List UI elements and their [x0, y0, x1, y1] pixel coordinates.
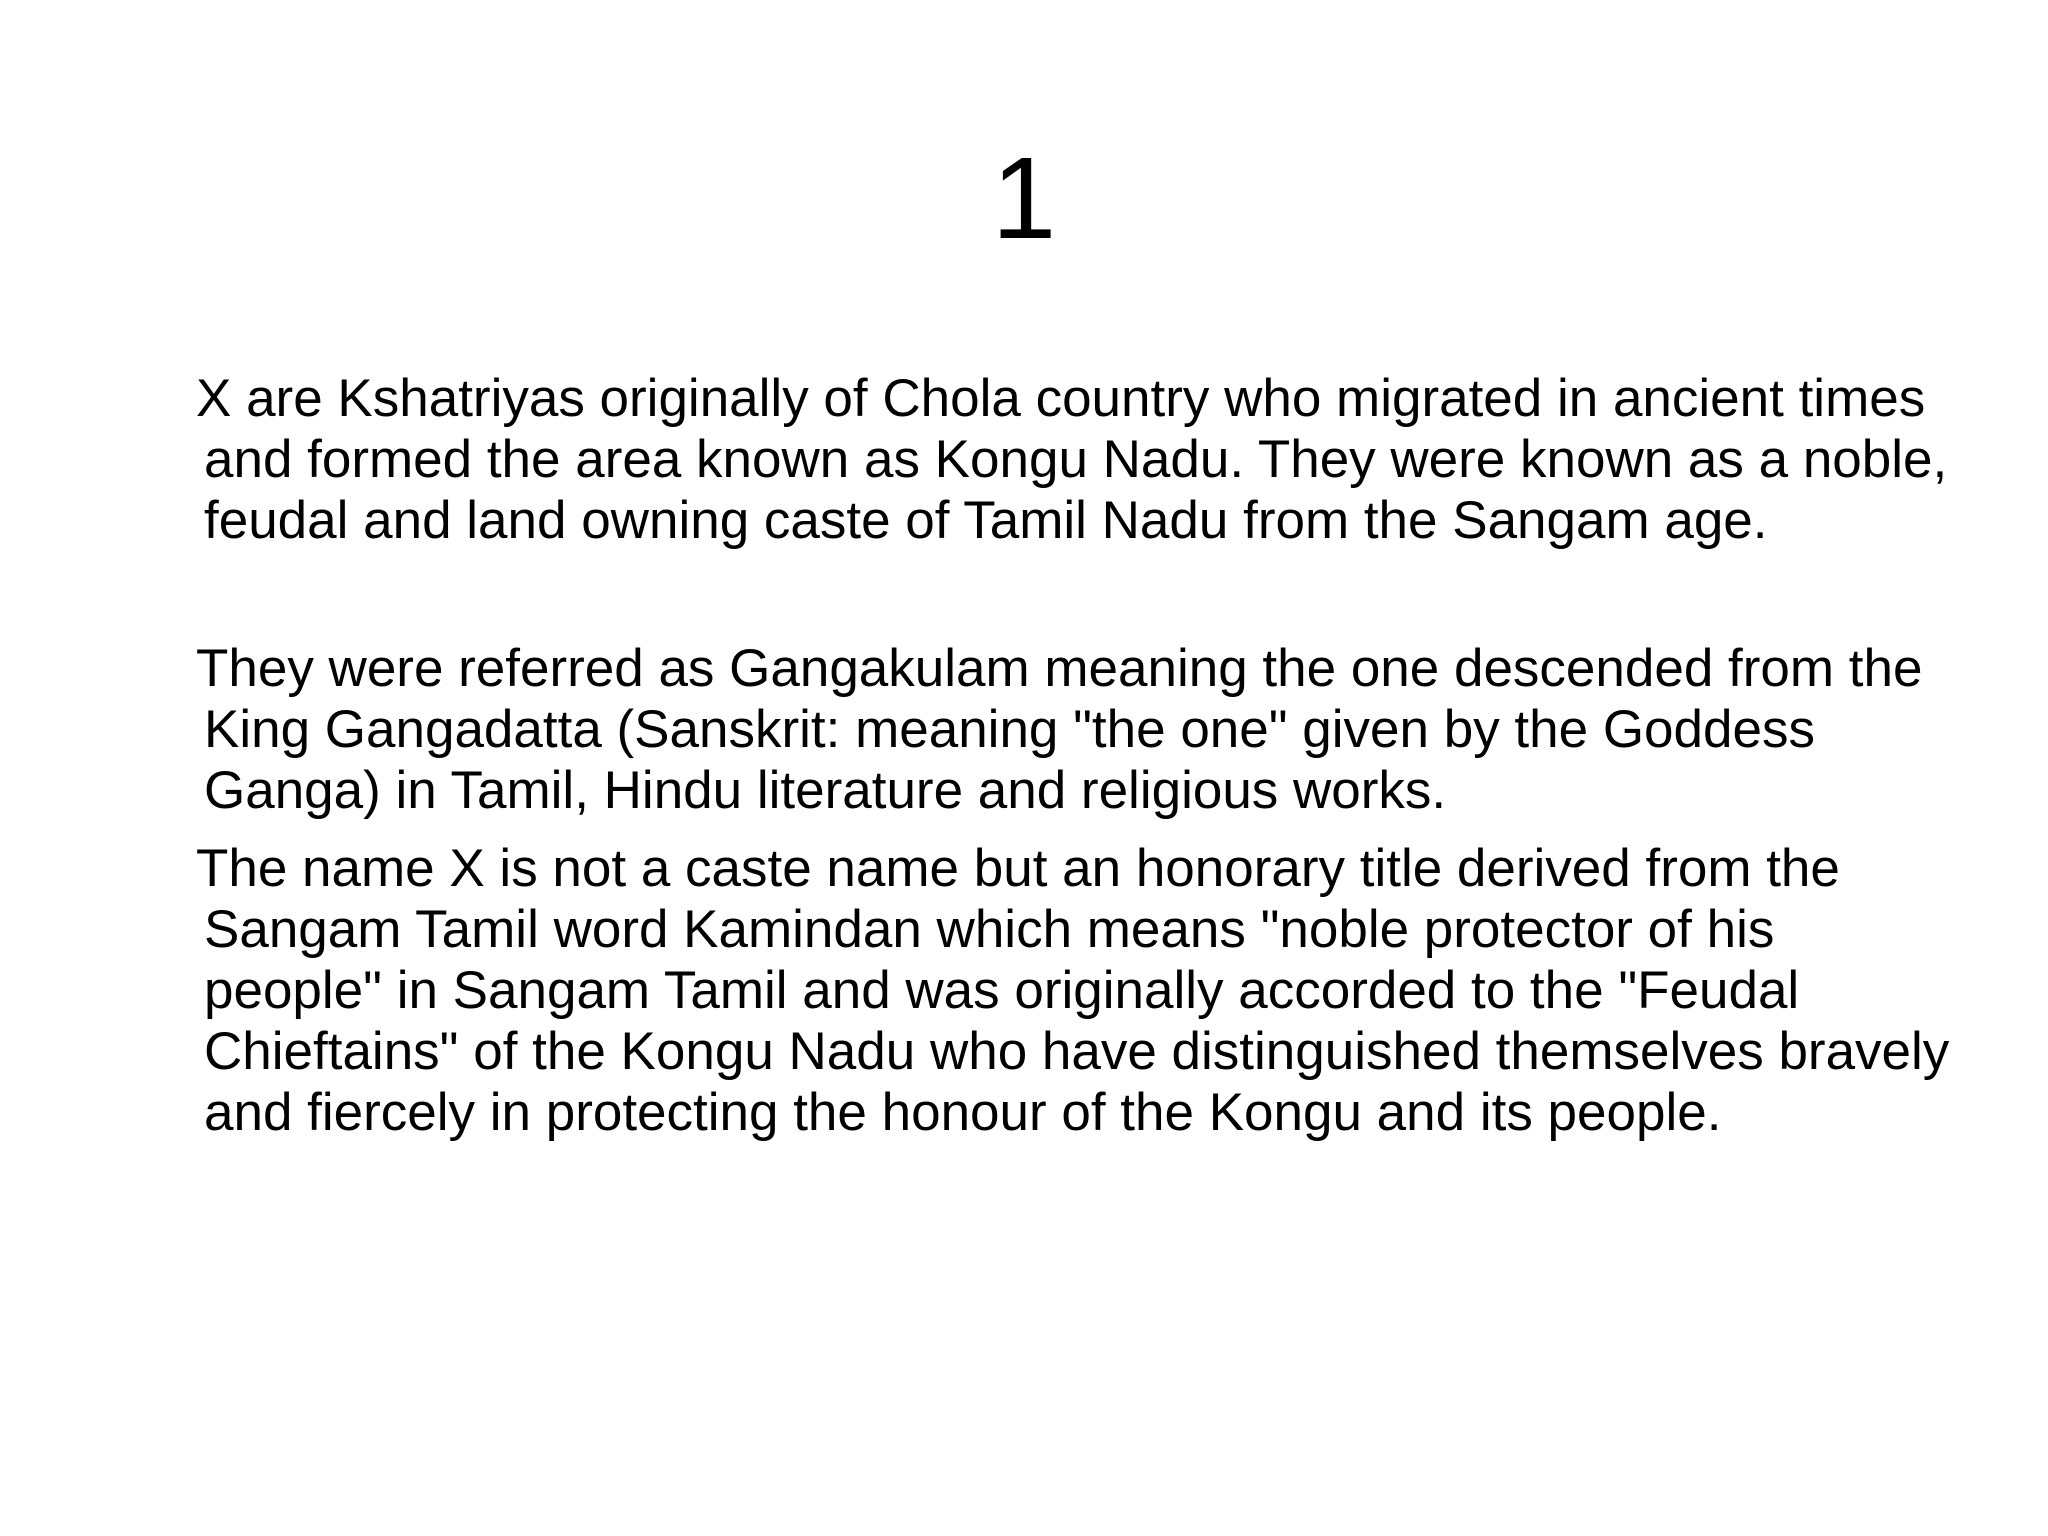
paragraph-name-meaning: The name X is not a caste name but an honorary title derived from the Sangam Tamil word Kamindan which means "noble protector of his people" in Sangam Tamil and was originally accorded to the "Feudal Chieftains" of the Kongu Nadu who have distinguished themselves bravely and fiercely in protecting the honour of the Kongu and its people. [196, 839, 1950, 1142]
slide-title: 1 [991, 133, 1057, 263]
paragraph-origin: X are Kshatriyas originally of Chola country who migrated in ancient times and formed the area known as Kongu Nadu. They were known as a noble, feudal and land owning caste of Tamil Nadu from the Sangam age. [196, 369, 1948, 550]
paragraph-gangakulam: They were referred as Gangakulam meaning the one descended from the King Gangadatta (Sanskrit: meaning "the one" given by the Goddess Ganga) in Tamil, Hindu literature and religious works. [196, 639, 1923, 820]
slide-body [196, 368, 1956, 1143]
